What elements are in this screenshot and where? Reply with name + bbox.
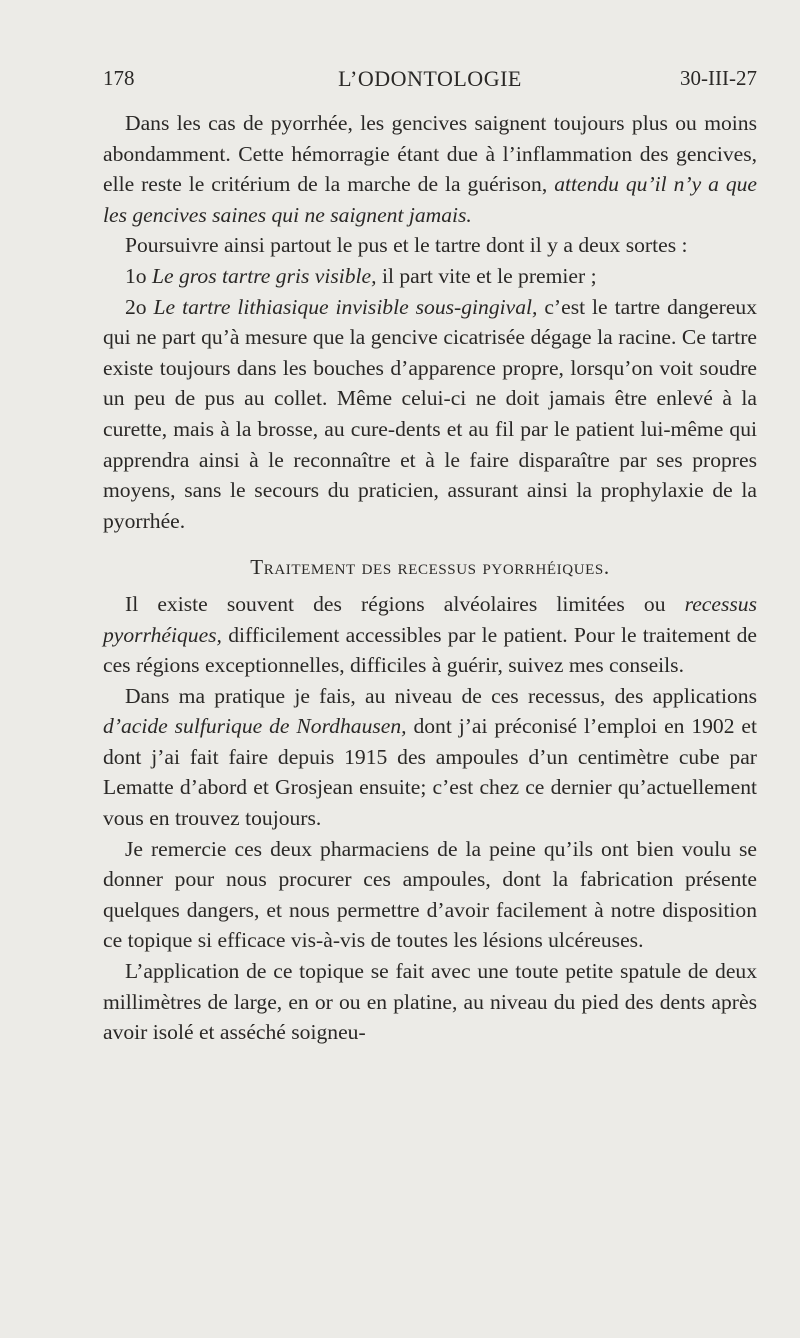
issue-date: 30-III-27 <box>680 66 757 90</box>
paragraph-text: Dans les cas de pyorrhée, les gencives saignent toujours plus ou moins abondamment. Cette hémorragie étant due à l’inflammation des gencives, elle reste le critérium de la marche de la guérison, <box>103 111 757 197</box>
italic-term: Le tartre lithiasique invisible sous-gingival, <box>153 294 538 319</box>
italic-term: d’acide sulfurique de Nordhausen, <box>103 714 407 739</box>
text-body <box>103 108 757 1048</box>
paragraph-text: Dans ma pratique je fais, au niveau de ces recessus, des applications <box>125 683 757 708</box>
list-text: il part vite et le premier ; <box>376 263 597 288</box>
italic-emphasis: attendu qu’il n’y a que les gencives saines qui ne saignent jamais. <box>103 172 758 227</box>
section-heading: Traitement des recessus pyorrhéiques. <box>250 555 610 580</box>
paragraph-acide <box>103 681 757 834</box>
paragraph-gencives <box>103 108 757 230</box>
paragraph-text: Il existe souvent des régions alvéolaires limitées ou <box>125 591 685 616</box>
italic-term: recessus pyorrhéiques, <box>103 591 757 647</box>
paragraph-remerciements: Je remercie ces deux pharmaciens de la peine qu’ils ont bien voulu se donner pour nous procurer ces ampoules, dont la fabrication présente quelques dangers, et nous permettre d’avoir facilement à notre disposition ce topique si efficace vis-à-vis de toutes les lésions ulcéreuses. <box>103 836 757 953</box>
running-title: L’ODONTOLOGIE <box>338 66 522 91</box>
list-item-tartre-lithiasique <box>103 292 757 537</box>
page-number: 178 <box>103 66 135 90</box>
paragraph-application: L’application de ce topique se fait avec une toute petite spatule de deux millimètres de large, en or ou en platine, au niveau du pied des dents après avoir isolé et asséché soigneu- <box>103 959 757 1045</box>
paragraph-recessus <box>103 589 757 681</box>
list-number: 2o <box>125 294 154 319</box>
paragraph-tartre-intro: Poursuivre ainsi partout le pus et le tartre dont il y a deux sortes : <box>125 233 688 258</box>
paragraph-text: difficilement accessibles par le patient. Pour le traitement de ces régions exceptionnelles, difficiles à guérir, suivez mes conseils. <box>103 622 757 678</box>
page-header <box>103 66 757 100</box>
paragraph-text: dont j’ai préconisé l’emploi en 1902 et dont j’ai fait faire depuis 1915 des ampoules d’un centimètre cube par Lematte d’abord et Grosjean ensuite; c’est chez ce dernier qu’actuellement vous en trouvez toujours. <box>103 714 758 831</box>
list-text: c’est le tartre dangereux qui ne part qu’à mesure que la gencive cicatrisée dégage la racine. Ce tartre existe toujours dans les bouches d’apparence propre, lorsqu’on voit soudre un peu de pus au collet. Même celui-ci ne doit jamais être enlevé à la curette, mais à la brosse, au cure-dents et au fil par le patient lui-même qui apprendra ainsi à le reconnaître et à le faire disparaître par ses propres moyens, sans le secours du praticien, assurant ainsi la prophylaxie de la pyorrhée. <box>103 294 758 533</box>
list-number: 1o <box>125 263 152 288</box>
list-item-gros-tartre <box>103 261 757 292</box>
italic-term: Le gros tartre gris visible, <box>152 263 377 288</box>
